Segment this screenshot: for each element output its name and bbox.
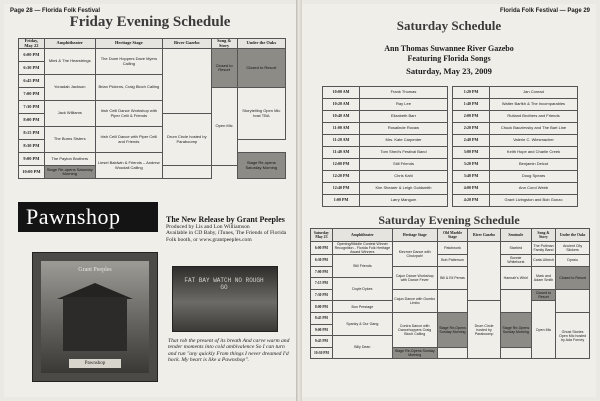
time-cell: 6:45 PM xyxy=(19,75,45,88)
schedule-cell: Closed to Resort xyxy=(556,266,590,289)
table-row xyxy=(453,99,578,111)
col-header: Seminole xyxy=(500,229,531,242)
schedule-cell: Hannah's Whirl xyxy=(500,266,531,289)
table-row xyxy=(323,183,448,195)
time-cell: 10:30 PM xyxy=(311,347,333,359)
schedule-cell: Mimi & The Hearstrings xyxy=(44,49,95,75)
act-cell: Mrs. Kate Carpenter xyxy=(360,135,448,147)
act-cell: Jan Conrad xyxy=(490,87,578,99)
time-cell: 3:00 PM xyxy=(453,147,490,159)
time-cell: 1:40 PM xyxy=(453,99,490,111)
time-cell: 2:20 PM xyxy=(453,123,490,135)
schedule-cell xyxy=(500,347,531,359)
schedule-cell: Bill & Eli Perras xyxy=(437,266,468,289)
time-cell: 7:30 PM xyxy=(311,289,333,301)
time-cell: 6:30 PM xyxy=(19,62,45,75)
time-cell: 10:20 AM xyxy=(323,99,360,111)
act-cell: Benjamin Delcot xyxy=(490,159,578,171)
time-cell: 7:15 PM xyxy=(311,278,333,290)
time-cell: 3:40 PM xyxy=(453,171,490,183)
col-header: River Gazebo xyxy=(163,39,212,49)
schedule-cell: Drum Circle hosted by Paraboomp xyxy=(468,301,500,359)
col-header: Heritage Stage xyxy=(392,229,437,242)
time-cell: 9:45 PM xyxy=(311,336,333,348)
schedule-cell: Drum Circle hosted by Paraboomp xyxy=(163,114,212,166)
schedule-cell xyxy=(556,289,590,312)
table-row xyxy=(323,159,448,171)
col-header: River Gazebo xyxy=(468,229,500,242)
table-row xyxy=(323,195,448,207)
right-page xyxy=(302,4,596,397)
time-cell: 8:00 PM xyxy=(311,301,333,313)
time-cell: 8:15 PM xyxy=(19,127,45,140)
table-row xyxy=(453,171,578,183)
schedule-cell: Dpraiu xyxy=(556,255,590,267)
time-cell: 11:40 AM xyxy=(323,147,360,159)
gazebo-subtitle: Ann Thomas Suwannee River Gazebo xyxy=(384,44,514,53)
act-cell: Rosalinde Rovaw xyxy=(360,123,448,135)
time-cell: 11:00 AM xyxy=(323,123,360,135)
time-cell: 8:45 PM xyxy=(311,312,333,324)
schedule-cell: Liesel Baldwin & Friends – Andrew Woodall Calling xyxy=(95,153,162,179)
col-header: Under the Oaks xyxy=(556,229,590,242)
col-header: Saturday May 23 xyxy=(311,229,333,242)
time-cell: 1:00 PM xyxy=(323,195,360,207)
schedule-cell: Open Mic xyxy=(211,88,237,166)
act-cell: Keith Hope and Charlie Creek xyxy=(490,147,578,159)
schedule-cell: Closed to Resort xyxy=(211,49,237,88)
table-row xyxy=(453,87,578,99)
schedule-cell: Storytelling Open Mic host TBA xyxy=(237,88,285,140)
time-cell: 4:20 PM xyxy=(453,195,490,207)
schedule-cell: Closed to Resort xyxy=(531,289,555,301)
schedule-cell: Contra Dance with Dancehoppers Craig Bloch Calling xyxy=(392,312,437,347)
table-row xyxy=(323,171,448,183)
col-header: Old Marble Stage xyxy=(437,229,468,242)
table-row xyxy=(323,87,448,99)
time-cell: 11:20 AM xyxy=(323,135,360,147)
schedule-cell: Billy Dean xyxy=(332,336,392,359)
time-cell: 8:30 PM xyxy=(19,140,45,153)
table-row xyxy=(323,147,448,159)
schedule-cell: Carla Ulbrich xyxy=(531,255,555,267)
saturday-schedule-title: Saturday Schedule xyxy=(396,18,502,33)
saturday-gazebo-table-left xyxy=(322,86,448,207)
col-header: Amphitheater xyxy=(44,39,95,49)
schedule-cell: Klezmer Dance with Chutzpah! xyxy=(392,242,437,267)
featuring-subtitle: Featuring Florida Songs xyxy=(407,54,491,63)
schedule-cell xyxy=(500,289,531,312)
schedule-cell: Bon Prestage xyxy=(332,301,392,313)
time-cell: 12:40 PM xyxy=(323,183,360,195)
time-cell: 10:00 PM xyxy=(19,166,45,179)
pawnshop-photo xyxy=(172,266,278,332)
schedule-cell: Stage Re-opens Saturday Morning xyxy=(237,153,285,179)
schedule-cell: Doyle Dykes xyxy=(332,278,392,301)
act-cell: Valerie C. Wiesmacher xyxy=(490,135,578,147)
album-art-building xyxy=(63,297,127,351)
schedule-cell: Closed to Resort xyxy=(237,49,285,88)
time-cell: 8:00 PM xyxy=(19,114,45,127)
table-row xyxy=(453,183,578,195)
time-cell: 10:40 AM xyxy=(323,111,360,123)
album-artist-name: Grant Peeples xyxy=(78,267,112,273)
time-cell: 3:20 PM xyxy=(453,159,490,171)
schedule-cell: Open Mic xyxy=(531,301,555,359)
schedule-cell xyxy=(437,289,468,312)
table-row xyxy=(323,123,448,135)
act-cell: Larry Mangum xyxy=(360,195,448,207)
table-row xyxy=(323,111,448,123)
release-headline: The New Release by Grant Peeples xyxy=(166,215,285,224)
time-cell: 1:20 PM xyxy=(453,87,490,99)
schedule-cell: Ancient City Slickers xyxy=(556,242,590,255)
table-row xyxy=(453,135,578,147)
act-cell: Elizabeth Barr xyxy=(360,111,448,123)
time-cell: 2:40 PM xyxy=(453,135,490,147)
date-subtitle: Saturday, May 23, 2009 xyxy=(406,66,492,76)
schedule-cell: Stage Re-Opens Sunday Morning xyxy=(437,312,468,347)
table-row xyxy=(453,147,578,159)
time-cell: 4:00 PM xyxy=(453,183,490,195)
act-cell: Frank Thomas xyxy=(360,87,448,99)
schedule-cell: Irish Ceili Dance Workshop with Piper Ceili & Friends xyxy=(95,101,162,127)
time-cell: 6:00 PM xyxy=(19,49,45,62)
act-cell: Grant Livingston and Bob Gonzo xyxy=(490,195,578,207)
schedule-cell xyxy=(437,347,468,359)
release-producer: Produced by Lis and Lon Williamson xyxy=(166,224,250,230)
schedule-cell: Still Friends xyxy=(332,255,392,278)
col-header: Amphitheater xyxy=(332,229,392,242)
time-cell: 2:00 PM xyxy=(453,111,490,123)
table-row xyxy=(323,99,448,111)
act-cell: Rutland Brothers and Friends xyxy=(490,111,578,123)
schedule-cell: Cajun Dance Workshop with Dance Fever xyxy=(392,266,437,289)
time-cell: 9:00 PM xyxy=(311,324,333,336)
table-row xyxy=(323,135,448,147)
schedule-cell: Spanky & Our Gang xyxy=(332,312,392,335)
schedule-cell xyxy=(163,166,212,179)
act-cell: Doug Spears xyxy=(490,171,578,183)
page-header-right: Florida Folk Festival — Page 29 xyxy=(499,8,590,14)
friday-evening-title: Friday Evening Schedule xyxy=(69,14,231,30)
act-cell: Tom Shed's Festival Band xyxy=(360,147,448,159)
schedule-cell: Stage Re-opens Saturday Morning xyxy=(44,166,95,179)
time-cell: 7:00 PM xyxy=(311,266,333,278)
schedule-cell: Stage Re-Opens Sunday Morning xyxy=(500,312,531,347)
col-header: Friday, May 22 xyxy=(19,39,45,49)
schedule-cell: Stage Re-Opens Sunday Morning xyxy=(392,347,437,359)
act-cell: Walter Barfkh & The Incomparables xyxy=(490,99,578,111)
table-row xyxy=(453,123,578,135)
pawnshop-banner: Pawnshop xyxy=(18,202,158,232)
act-cell: Chris Kahl xyxy=(360,171,448,183)
act-cell: Still Friends xyxy=(360,159,448,171)
time-cell: 9:00 PM xyxy=(19,153,45,166)
schedule-cell: Opening/Middle Contest Winner Recognition - Florida Folk Heritage Award Winners xyxy=(332,242,392,255)
col-header: Heritage Stage xyxy=(95,39,162,49)
schedule-cell: The Payton Brothers xyxy=(44,153,95,166)
col-header: Song & Story xyxy=(211,39,237,49)
friday-schedule-table xyxy=(18,38,286,179)
act-cell: Ann Corol Webb xyxy=(490,183,578,195)
time-cell: 6:30 PM xyxy=(311,255,333,267)
left-page xyxy=(4,4,296,397)
act-cell: Kim Shearer & Leigh Goldsmith xyxy=(360,183,448,195)
schedule-cell: Starbird xyxy=(500,242,531,255)
time-cell: 6:00 PM xyxy=(311,242,333,255)
time-cell: 7:00 PM xyxy=(19,88,45,101)
schedule-cell: The Burns Sisters xyxy=(44,127,95,153)
act-cell: Chuck Baczlevsky and The Bart Line xyxy=(490,123,578,135)
act-cell: Ray Lee xyxy=(360,99,448,111)
schedule-cell: Mark and Adam Smith xyxy=(531,266,555,289)
table-row xyxy=(453,111,578,123)
release-availability: Available in CD Baby, iTunes, The Friends of Florida Folk booth, or www.grantpeeples.com xyxy=(166,230,287,243)
schedule-cell: The Dune Hoppers Dave Myers Calling xyxy=(95,49,162,75)
photo-sign-text: FAT BAY WATCH NO ROUGH GO xyxy=(184,277,264,291)
table-row xyxy=(453,159,578,171)
schedule-cell: Cajun Dance with Gumbo Limbo xyxy=(392,289,437,312)
schedule-cell: Ghost Stories Open Mic hosted by Ada Forney xyxy=(556,312,590,358)
album-cover-image xyxy=(32,252,158,382)
table-row xyxy=(453,195,578,207)
schedule-cell: Bob Patterson xyxy=(437,255,468,267)
saturday-evening-title: Saturday Evening Schedule xyxy=(378,213,520,227)
schedule-cell: Yonadab Jackson xyxy=(44,75,95,101)
saturday-evening-table xyxy=(310,228,590,359)
schedule-cell: Irish Ceili Dance with Piper Ceili and Friends xyxy=(95,127,162,153)
schedule-cell xyxy=(163,49,212,114)
schedule-cell: Jack Williams xyxy=(44,101,95,127)
schedule-cell: Bonnie Whitehurst xyxy=(500,255,531,267)
col-header: Under the Oaks xyxy=(237,39,285,49)
schedule-cell: Brian Pickens, Craig Bloch Calling xyxy=(95,75,162,101)
saturday-gazebo-table-right xyxy=(452,86,578,207)
lyric-excerpt: That rob the present of its breath And carve warm and tender moments into cold ambivalence So I can turn and run "any quickly From things I never dreamed I'd hock. My heart is like a Pawnshop". xyxy=(168,338,290,364)
time-cell: 7:30 PM xyxy=(19,101,45,114)
album-title: Pawnshop xyxy=(69,359,121,368)
page-header-left: Page 28 — Florida Folk Festival xyxy=(10,8,101,14)
release-text xyxy=(166,216,290,243)
time-cell: 10:00 AM xyxy=(323,87,360,99)
schedule-cell: The Pullman Family Band xyxy=(531,242,555,255)
time-cell: 12:20 PM xyxy=(323,171,360,183)
schedule-cell: Patchwork xyxy=(437,242,468,255)
time-cell: 12:00 PM xyxy=(323,159,360,171)
schedule-cell xyxy=(468,242,500,301)
col-header: Song & Story xyxy=(531,229,555,242)
